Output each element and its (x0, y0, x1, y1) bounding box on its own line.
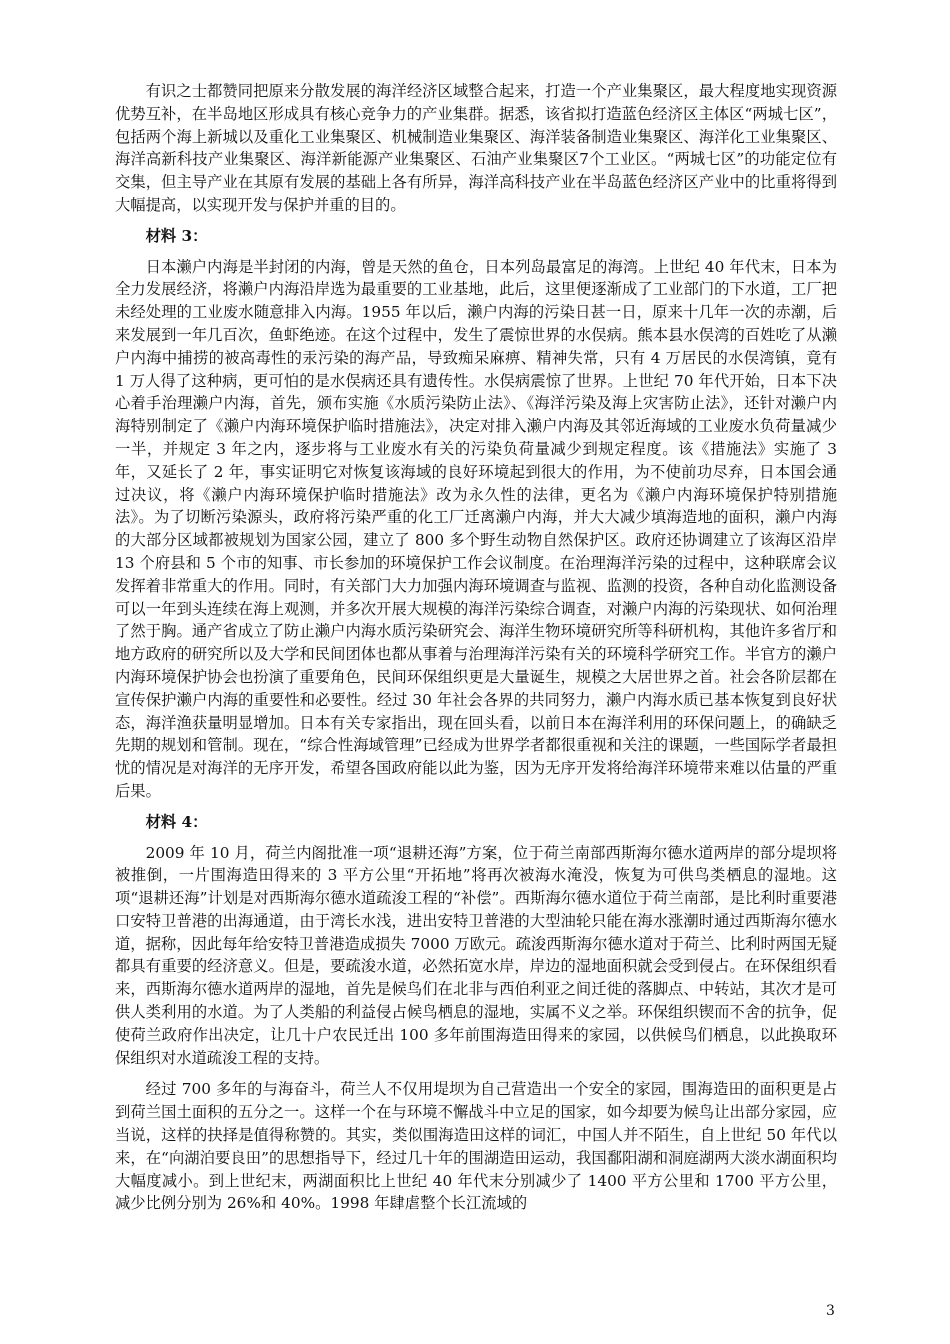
material-4-paragraph-1: 2009 年 10 月，荷兰内阁批准一项“退耕还海”方案，位于荷兰南部西斯海尔德水道两岸的部分堤坝将被推倒，一片围海造田得来的 3 平方公里“开拓地”将再次被海水淹没，恢复为可供鸟类栖息的湿地。这项“退耕还海”计划是对西斯海尔德水道疏浚工程的“补偿”。西斯海尔德水道位于荷兰南部，是比利时重要港口安特卫普港的出海通道，由于湾长水浅，进出安特卫普港的大型油轮只能在海水涨潮时通过西斯海尔德水道，据称，因此每年给安特卫普港造成损失 7000 万欧元。疏浚西斯海尔德水道对于荷兰、比利时两国无疑都具有重要的经济意义。但是，要疏浚水道，必然拓宽水岸，岸边的湿地面积就会受到侵占。在环保组织看来，西斯海尔德水道两岸的湿地，首先是候鸟们在北非与西伯利亚之间迁徙的落脚点、中转站，其次才是可供人类利用的水道。为了人类船的利益侵占候鸟栖息的湿地，实属不义之举。环保组织锲而不舍的抗争，促使荷兰政府作出决定，让几十户农民迁出 100 多年前围海造田得来的家园，以供候鸟们栖息，以此换取环保组织对水道疏浚工程的支持。 (115, 843, 837, 1067)
material-3-heading: 材料 3： (145, 226, 208, 245)
material-4-heading: 材料 4： (145, 812, 208, 831)
material-3-paragraph: 日本濑户内海是半封闭的内海，曾是天然的鱼仓，日本列岛最富足的海湾。上世纪 40 年代末，日本为全力发展经济，将濑户内海沿岸选为最重要的工业基地，此后，这里便逐渐成了工业部门的下水道，工厂把未经处理的工业废水随意排入内海。1955 年以后，濑户内海的污染日甚一日，原来十几年一次的赤潮，后来发展到一年几百次，鱼虾绝迹。在这个过程中，发生了震惊世界的水俣病。熊本县水俣湾的百姓吃了从濑户内海中捕捞的被高毒性的汞污染的海产品，导致痴呆麻痹、精神失常，只有 4 万居民的水俣湾镇，竟有 1 万人得了这种病，更可怕的是水俣病还具有遗传性。水俣病震惊了世界。上世纪 70 年代开始，日本下决心着手治理濑户内海，首先，颁布实施《水质污染防止法》、《海洋污染及海上灾害防止法》，还针对濑户内海特别制定了《濑户内海环境保护临时措施法》，决定对排入濑户内海及其邻近海域的工业废水负荷量减少一半，并规定 3 年之内，逐步将与工业废水有关的污染负荷量减少到规定程度。该《措施法》实施了 3 年，又延长了 2 年，事实证明它对恢复该海域的良好环境起到很大的作用，为不使前功尽弃，日本国会通过决议，将《濑户内海环境保护临时措施法》改为永久性的法律，更名为《濑户内海环境保护特别措施法》。为了切断污染源头，政府将污染严重的化工厂迁离濑户内海，并大大减少填海造地的面积，濑户内海的大部分区域都被规划为国家公园，建立了 800 多个野生动物自然保护区。政府还协调建立了该海区沿岸 13 个府县和 5 个市的知事、市长参加的环境保护工作会议制度。在治理海洋污染的过程中，这种联席会议发挥着非常重大的作用。同时，有关部门大力加强内海环境调查与监视、监测的投资，各种自动化监测设备可以一年到头连续在海上观测，并多次开展大规模的海洋污染综合调查，对濑户内海的污染现状、如何治理了然于胸。通产省成立了防止濑户内海水质污染研究会、海洋生物环境研究所等科研机构，其他许多省厅和地方政府的研究所以及大学和民间团体也都从事着与治理海洋污染有关的环境科学研究工作。半官方的濑户内海环境保护协会也扮演了重要角色，民间环保组织更是大量诞生，规模之大居世界之首。社会各阶层都在宣传保护濑户内海的重要性和必要性。经过 30 年社会各界的共同努力，濑户内海水质已基本恢复到良好状态，海洋渔获量明显增加。日本有关专家指出，现在回头看，以前日本在海洋利用的环保问题上，的确缺乏先期的规划和管制。现在，“综合性海域管理”已经成为世界学者都很重视和关注的课题，一些国际学者最担忧的情况是对海洋的无序开发，希望各国政府能以此为鉴，因为无序开发将给海洋环境带来难以估量的严重后果。 (115, 257, 837, 800)
page-number: 3 (826, 1303, 835, 1319)
document-page (115, 80, 837, 1215)
intro-paragraph: 有识之士都赞同把原来分散发展的海洋经济区域整合起来，打造一个产业集聚区，最大程度地实现资源优势互补，在半岛地区形成具有核心竞争力的产业集群。据悉，该省拟打造蓝色经济区主体区“两城七区”，包括两个海上新城以及重化工业集聚区、机械制造业集聚区、海洋装备制造业集聚区、海洋化工业集聚区、海洋高新科技产业集聚区、海洋新能源产业集聚区、石油产业集聚区7个工业区。“两城七区”的功能定位有交集，但主导产业在其原有发展的基础上各有所异，海洋高科技产业在半岛蓝色经济区产业中的比重将得到大幅提高，以实现开发与保护并重的目的。 (115, 82, 837, 214)
material-4-paragraph-2: 经过 700 多年的与海奋斗，荷兰人不仅用堤坝为自己营造出一个安全的家园，围海造田的面积更是占到荷兰国土面积的五分之一。这样一个在与环境不懈战斗中立足的国家，如今却要为候鸟让出部分家园，应当说，这样的抉择是值得称赞的。其实，类似围海造田这样的词汇，中国人并不陌生，自上世纪 50 年代以来，在“向湖泊要良田”的思想指导下，经过几十年的围湖造田运动，我国鄱阳湖和洞庭湖两大淡水湖面积均大幅度减小。到上世纪末，两湖面积比上世纪 40 年代末分别减少了 1400 平方公里和 1700 平方公里，减少比例分别为 26%和 40%。1998 年肆虐整个长江流域的 (115, 1080, 837, 1213)
